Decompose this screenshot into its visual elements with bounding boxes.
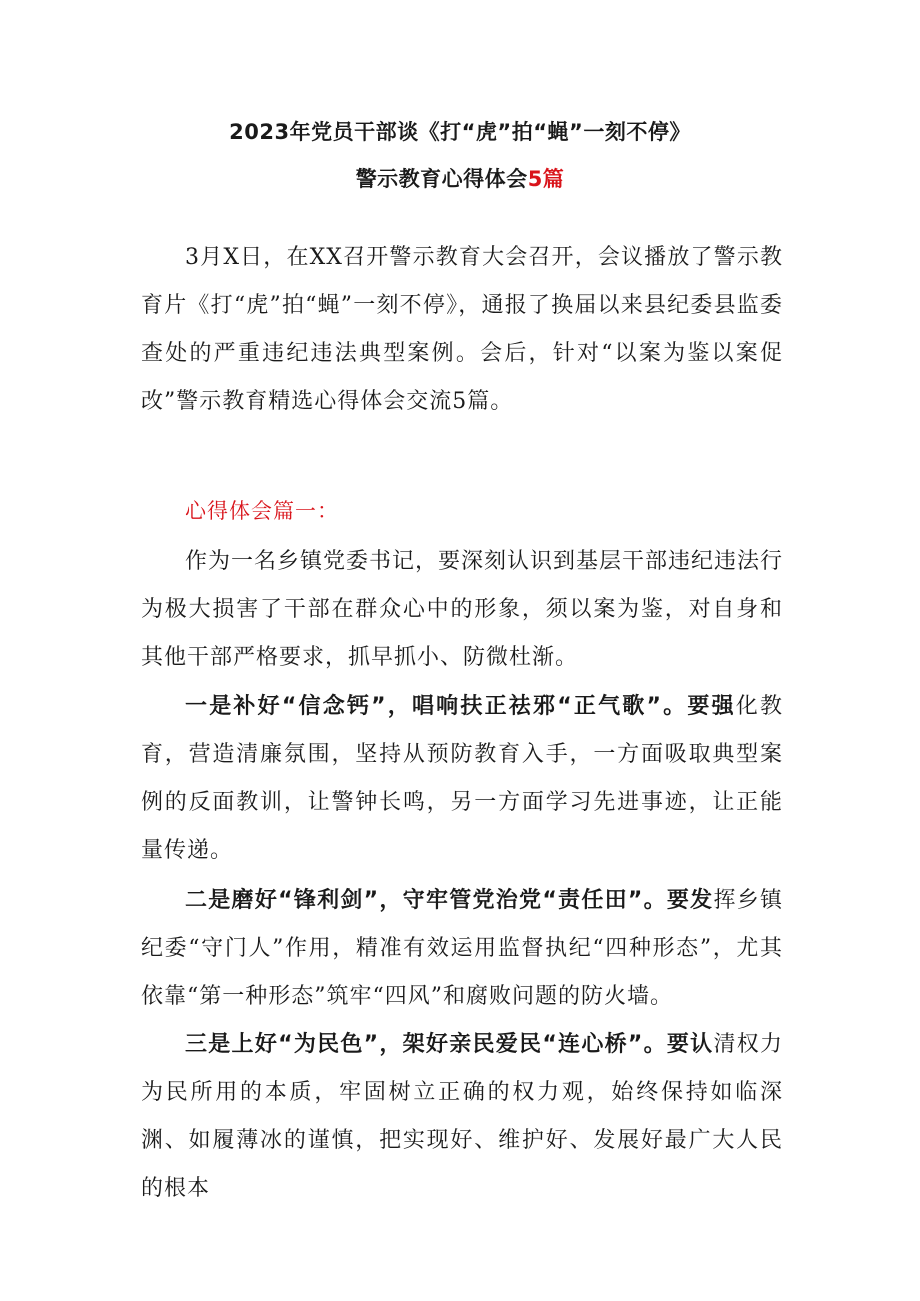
section1-paragraph: 作为一名乡镇党委书记，要深刻认识到基层干部违纪违法行为极大损害了干部在群众心中的形象，须以案为鉴，对自身和其他干部严格要求，抓早抓小、防微杜渐。: [141, 549, 784, 670]
point3-lead: 三是上好“为民色”，架好亲民爱民“连心桥”。要认: [185, 1032, 714, 1057]
point3-body: 清权力为民所用的本质，牢固树立正确的权力观，始终保持如临深渊、如履薄冰的谨慎，把实现好、维护好、发展好最广大人民的根本: [141, 1032, 783, 1201]
point2-lead: 二是磨好“锋利剑”，守牢管党治党“责任田”。要发: [185, 888, 714, 913]
point2-body: 挥乡镇纪委“守门人”作用，精准有效运用监督执纪“四种形态”，尤其依靠“第一种形态”筑牢“四风”和腐败问题的防火墙。: [141, 888, 783, 1009]
title-line2-text: 警示教育心得体会: [355, 167, 528, 191]
point1-paragraph: [141, 683, 783, 875]
document-title-line1: 2023年党员干部谈《打“虎”拍“蝇”一刻不停》: [229, 120, 691, 144]
point2-paragraph: [141, 877, 783, 1021]
point1-body: 化教育，营造清廉氛围，坚持从预防教育入手，一方面吸取典型案例的反面教训，让警钟长鸣，另一方面学习先进事迹，让正能量传递。: [141, 694, 783, 863]
document-title-line2: [0, 163, 920, 193]
title-count-highlight: 5篇: [527, 167, 565, 191]
intro-paragraph: 3月X日，在XX召开警示教育大会召开，会议播放了警示教育片《打“虎”拍“蝇”一刻不停》，通报了换届以来县纪委县监委查处的严重违纪违法典型案例。会后，针对“以案为鉴以案促改”警示教育精选心得体会交流5篇。: [141, 245, 783, 414]
point1-lead: 一是补好“信念钙”，唱响扶正祛邪“正气歌”。要强: [185, 694, 736, 719]
point3-paragraph: [141, 1021, 783, 1213]
section1-heading: 心得体会篇一：: [185, 499, 339, 523]
